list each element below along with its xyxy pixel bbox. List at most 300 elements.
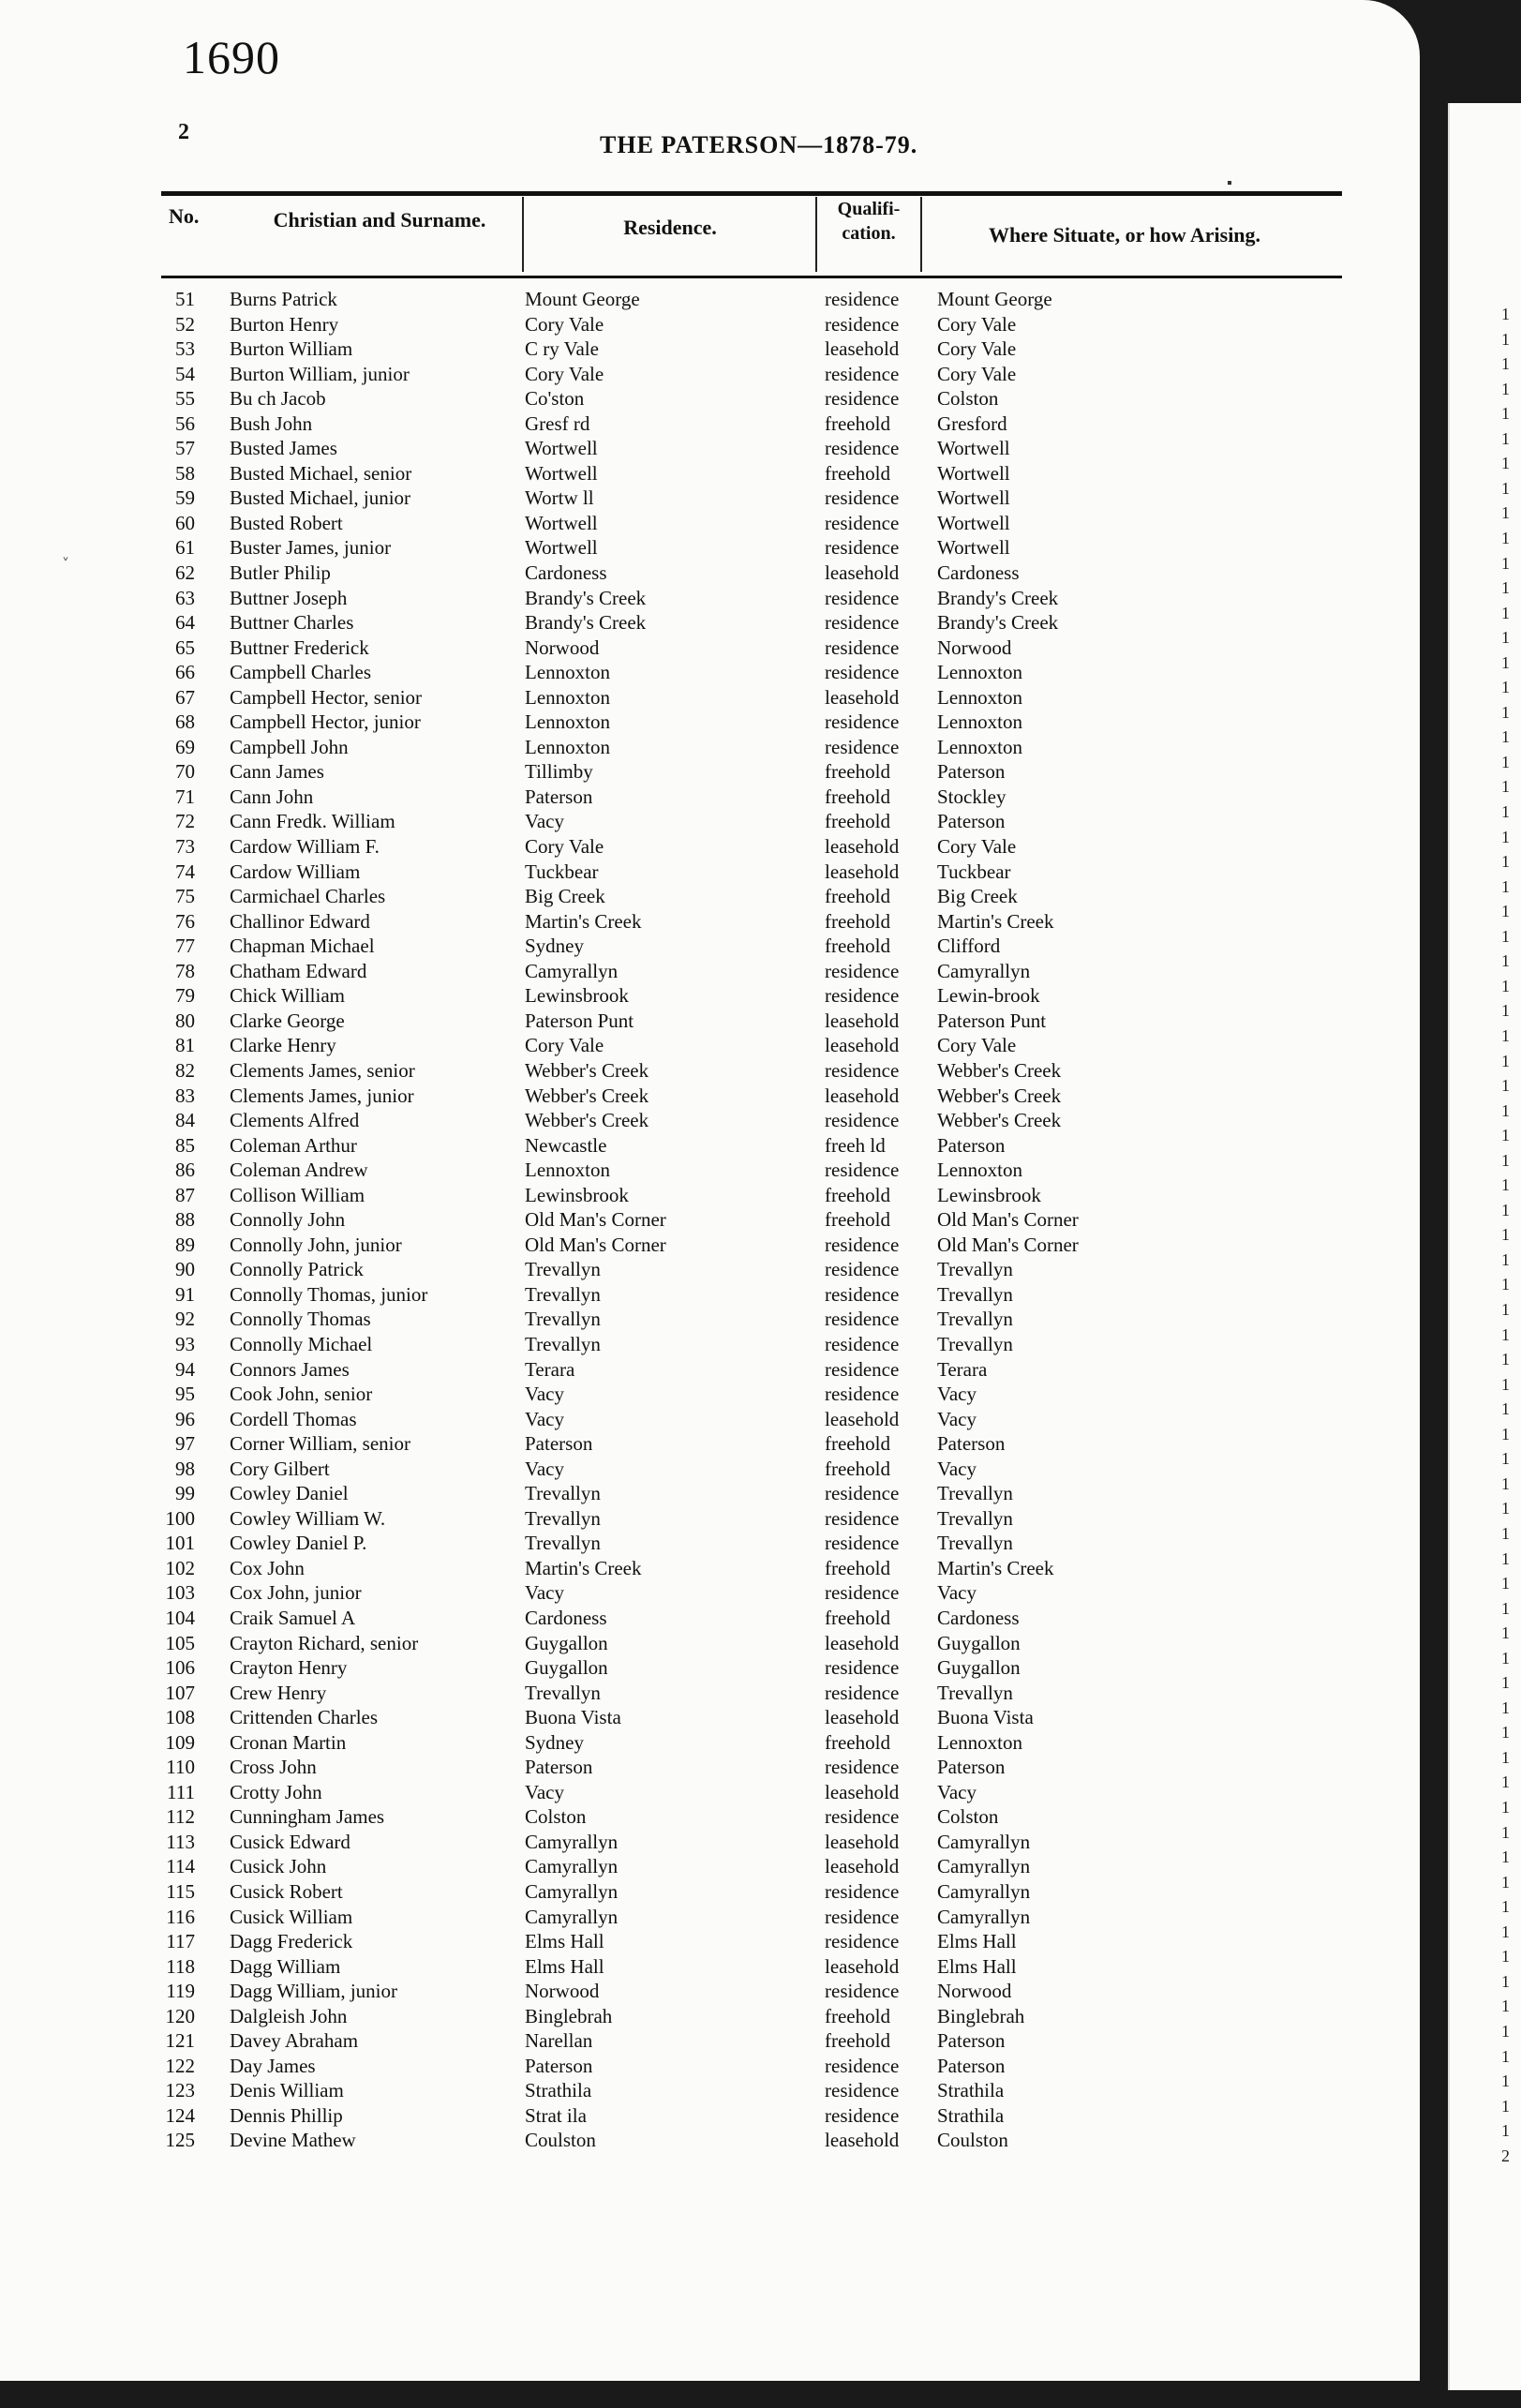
entry-qualification: residence (825, 661, 900, 684)
table-row (0, 2028, 1420, 2054)
edge-digit: 1 (1501, 404, 1510, 424)
table-row (0, 1257, 1420, 1282)
entry-name: Denis William (230, 2079, 344, 2102)
edge-digit: 1 (1501, 1623, 1510, 1643)
table-row (0, 1282, 1420, 1308)
entry-number: 108 (165, 1706, 195, 1729)
entry-name: Bush John (230, 411, 313, 435)
entry-name: Buttner Charles (230, 611, 354, 635)
entry-residence: Paterson (525, 1756, 593, 1779)
edge-digit: 1 (1501, 1574, 1510, 1593)
entry-number: 66 (175, 661, 195, 684)
entry-where-situate: Coulston (937, 2129, 1008, 2152)
entry-number: 60 (175, 511, 195, 534)
entry-where-situate: Brandy's Creek (937, 586, 1059, 609)
entry-where-situate: Strathila (937, 2079, 1005, 2102)
entry-name: Cardow William F. (230, 835, 380, 859)
table-row (0, 2054, 1420, 2079)
entry-name: Campbell Hector, junior (230, 710, 421, 734)
entry-residence: Cory Vale (525, 312, 604, 336)
folio-number: 1690 (183, 31, 280, 83)
entry-number: 78 (175, 959, 195, 982)
table-row (0, 636, 1420, 661)
entry-number: 101 (165, 1532, 195, 1555)
entry-name: Cardow William (230, 860, 361, 883)
entry-name: Cronan Martin (230, 1730, 347, 1754)
entry-number: 107 (165, 1681, 195, 1704)
entry-residence: Webber's Creek (525, 1084, 649, 1107)
entry-qualification: leasehold (825, 685, 900, 709)
entry-residence: Elms Hall (525, 1930, 604, 1953)
entry-name: Day James (230, 2054, 316, 2077)
entry-where-situate: Lewin-brook (937, 984, 1040, 1008)
entry-where-situate: Paterson (937, 2029, 1006, 2053)
entry-number: 55 (175, 387, 195, 411)
entry-residence: Paterson (525, 785, 593, 808)
entry-name: Dagg William (230, 1954, 341, 1978)
entry-where-situate: Cardoness (937, 1606, 1020, 1629)
edge-digit: 1 (1501, 354, 1510, 374)
entry-name: Cory Gilbert (230, 1457, 330, 1480)
entry-where-situate: Trevallyn (937, 1308, 1013, 1331)
entry-number: 89 (175, 1233, 195, 1256)
edge-digit: 1 (1501, 1548, 1510, 1568)
edge-digit: 1 (1501, 1523, 1510, 1543)
entry-where-situate: Trevallyn (937, 1681, 1013, 1704)
entry-qualification: residence (825, 2079, 900, 2102)
entry-where-situate: Guygallon (937, 1656, 1021, 1680)
entry-qualification: residence (825, 1109, 900, 1132)
edge-digit: 1 (1501, 752, 1510, 771)
entry-qualification: residence (825, 1159, 900, 1182)
entry-number: 102 (165, 1556, 195, 1579)
column-divider (920, 197, 922, 272)
table-row (0, 1058, 1420, 1084)
ink-speck (1228, 181, 1231, 185)
entry-residence: Camyrallyn (525, 1830, 619, 1853)
entry-name: Crotty John (230, 1780, 322, 1803)
entry-number: 54 (175, 362, 195, 385)
entry-number: 83 (175, 1084, 195, 1107)
entry-name: Cunningham James (230, 1805, 385, 1829)
header-where: Where Situate, or how Arising. (988, 223, 1261, 247)
entry-qualification: residence (825, 959, 900, 982)
table-row (0, 1033, 1420, 1058)
entry-name: Busted Michael, senior (230, 461, 412, 485)
entry-number: 79 (175, 984, 195, 1008)
entry-qualification: freehold (825, 2029, 890, 2053)
entry-where-situate: Camyrallyn (937, 959, 1031, 982)
entry-name: Challinor Edward (230, 909, 370, 933)
entry-where-situate: Wortwell (937, 536, 1010, 560)
entry-name: Clarke George (230, 1009, 345, 1032)
entry-residence: Wortwell (525, 437, 598, 460)
table-row (0, 386, 1420, 411)
table-row (0, 2103, 1420, 2129)
table-row (0, 1681, 1420, 1706)
table-row (0, 1631, 1420, 1656)
entry-name: Cook John, senior (230, 1383, 373, 1406)
entry-number: 74 (175, 860, 195, 883)
entry-residence: Binglebrah (525, 2004, 613, 2027)
entry-number: 104 (165, 1606, 195, 1629)
table-row (0, 511, 1420, 536)
entry-name: Davey Abraham (230, 2029, 359, 2053)
edge-digit: 1 (1501, 603, 1510, 622)
entry-number: 85 (175, 1133, 195, 1157)
adjacent-page-edge (1448, 103, 1521, 2390)
table-row (0, 909, 1420, 935)
edge-digit: 1 (1501, 1822, 1510, 1842)
table-row (0, 1929, 1420, 1954)
entry-qualification: residence (825, 387, 900, 411)
table-row (0, 1481, 1420, 1506)
table-row (0, 287, 1420, 312)
edge-digit: 1 (1501, 2046, 1510, 2066)
entry-where-situate: Guygallon (937, 1631, 1021, 1654)
entry-name: Connors James (230, 1357, 350, 1381)
entry-where-situate: Webber's Creek (937, 1058, 1062, 1082)
edge-digit: 1 (1501, 2021, 1510, 2041)
entry-number: 98 (175, 1457, 195, 1480)
entry-where-situate: Lennoxton (937, 1730, 1022, 1754)
table-row (0, 586, 1420, 611)
entry-name: Burton William (230, 337, 353, 361)
entry-name: Chatham Edward (230, 959, 367, 982)
entry-qualification: leasehold (825, 337, 900, 361)
entry-residence: Trevallyn (525, 1532, 601, 1555)
entry-qualification: freehold (825, 810, 890, 833)
entry-residence: Sydney (525, 1730, 584, 1754)
entry-residence: Guygallon (525, 1656, 608, 1680)
entry-name: Campbell Hector, senior (230, 685, 423, 709)
register-rows (0, 287, 1420, 2153)
entry-where-situate: Trevallyn (937, 1532, 1013, 1555)
entry-number: 56 (175, 411, 195, 435)
entry-qualification: residence (825, 735, 900, 758)
header-residence: Residence. (623, 216, 717, 239)
entry-where-situate: Cory Vale (937, 1034, 1017, 1057)
entry-residence: Camyrallyn (525, 1880, 619, 1903)
entry-where-situate: Vacy (937, 1780, 977, 1803)
entry-name: Crew Henry (230, 1681, 327, 1704)
entry-residence: Tuckbear (525, 860, 599, 883)
entry-where-situate: Camyrallyn (937, 1830, 1031, 1853)
entry-residence: Narellan (525, 2029, 593, 2053)
entry-number: 105 (165, 1631, 195, 1654)
entry-residence: Lennoxton (525, 735, 610, 758)
entry-residence: Wortwell (525, 461, 598, 485)
table-row (0, 1357, 1420, 1383)
entry-qualification: freehold (825, 1556, 890, 1579)
entry-qualification: leasehold (825, 1407, 900, 1430)
entry-number: 71 (175, 785, 195, 808)
edge-digit: 1 (1501, 876, 1510, 896)
edge-digit: 1 (1501, 802, 1510, 821)
entry-residence: Lennoxton (525, 685, 610, 709)
entry-qualification: residence (825, 1308, 900, 1331)
entry-number: 110 (166, 1756, 195, 1779)
table-row (0, 461, 1420, 486)
entry-qualification: freeh ld (825, 1133, 886, 1157)
entry-qualification: residence (825, 1681, 900, 1704)
entry-name: Butler Philip (230, 561, 331, 585)
entry-where-situate: Trevallyn (937, 1506, 1013, 1530)
entry-qualification: residence (825, 2054, 900, 2077)
entry-where-situate: Old Man's Corner (937, 1208, 1079, 1232)
table-row (0, 1780, 1420, 1805)
entry-where-situate: Cory Vale (937, 362, 1017, 385)
entry-name: Cox John, junior (230, 1581, 362, 1605)
entry-name: Burton William, junior (230, 362, 410, 385)
header-no: No. (169, 204, 200, 228)
table-row (0, 1854, 1420, 1879)
entry-residence: Martin's Creek (525, 1556, 642, 1579)
entry-qualification: residence (825, 1805, 900, 1829)
entry-number: 93 (175, 1332, 195, 1355)
entry-number: 57 (175, 437, 195, 460)
table-row (0, 1830, 1420, 1855)
entry-qualification: freehold (825, 461, 890, 485)
entry-where-situate: Martin's Creek (937, 909, 1054, 933)
table-row (0, 1506, 1420, 1532)
entry-where-situate: Wortwell (937, 461, 1010, 485)
edge-digit: 1 (1501, 1499, 1510, 1518)
table-row (0, 1580, 1420, 1606)
entry-residence: Old Man's Corner (525, 1233, 666, 1256)
entry-number: 61 (175, 536, 195, 560)
entry-where-situate: Wortwell (937, 511, 1010, 534)
entry-residence: Mount George (525, 288, 640, 310)
entry-name: Cowley Daniel P. (230, 1532, 367, 1555)
entry-number: 113 (166, 1830, 195, 1853)
entry-residence: Newcastle (525, 1133, 607, 1157)
table-row (0, 411, 1420, 437)
entry-residence: Trevallyn (525, 1332, 601, 1355)
entry-name: Cox John (230, 1556, 305, 1579)
page-number: 2 (178, 120, 189, 144)
entry-where-situate: Cory Vale (937, 835, 1017, 859)
edge-digit: 1 (1501, 379, 1510, 398)
entry-qualification: residence (825, 1880, 900, 1903)
table-row (0, 1183, 1420, 1208)
entry-residence: Paterson (525, 2054, 593, 2077)
entry-residence: Trevallyn (525, 1282, 601, 1306)
entry-qualification: residence (825, 1756, 900, 1779)
entry-name: Buttner Frederick (230, 636, 369, 659)
edge-digit: 1 (1501, 1399, 1510, 1419)
table-row (0, 436, 1420, 461)
entry-qualification: freehold (825, 909, 890, 933)
edge-digit: 1 (1501, 1673, 1510, 1693)
table-row (0, 1655, 1420, 1681)
edge-digit: 1 (1501, 428, 1510, 448)
entry-residence: Guygallon (525, 1631, 608, 1654)
table-row (0, 1804, 1420, 1830)
entry-residence: Martin's Creek (525, 909, 642, 933)
entry-number: 68 (175, 710, 195, 734)
entry-where-situate: Gresford (937, 411, 1007, 435)
entry-qualification: residence (825, 288, 900, 310)
entry-qualification: residence (825, 1506, 900, 1530)
entry-number: 65 (175, 636, 195, 659)
entry-residence: Lewinsbrook (525, 984, 629, 1008)
entry-number: 84 (175, 1109, 195, 1132)
entry-name: Crayton Henry (230, 1656, 348, 1680)
entry-number: 76 (175, 909, 195, 933)
entry-name: Clements James, senior (230, 1058, 415, 1082)
entry-where-situate: Vacy (937, 1407, 977, 1430)
entry-where-situate: Cory Vale (937, 337, 1017, 361)
edge-digit: 1 (1501, 1897, 1510, 1917)
table-row (0, 1457, 1420, 1482)
table-row (0, 1954, 1420, 1980)
entry-where-situate: Cardoness (937, 561, 1020, 585)
entry-qualification: residence (825, 1233, 900, 1256)
entry-where-situate: Colston (937, 387, 999, 411)
entry-residence: Co'ston (525, 387, 585, 411)
edge-digit: 1 (1501, 1051, 1510, 1070)
entry-residence: Vacy (525, 1383, 564, 1406)
entry-number: 75 (175, 885, 195, 908)
table-row (0, 561, 1420, 586)
table-row (0, 1879, 1420, 1905)
entry-residence: Norwood (525, 636, 600, 659)
entry-where-situate: Camyrallyn (937, 1905, 1031, 1928)
entry-number: 91 (175, 1282, 195, 1306)
table-row (0, 685, 1420, 710)
table-row (0, 2128, 1420, 2153)
edge-digit: 1 (1501, 454, 1510, 473)
edge-digit: 1 (1501, 702, 1510, 722)
entry-where-situate: Lennoxton (937, 735, 1022, 758)
entry-qualification: freehold (825, 1457, 890, 1480)
entry-name: Cowley Daniel (230, 1482, 349, 1505)
entry-name: Cusick Robert (230, 1880, 343, 1903)
edge-digit: 1 (1501, 1723, 1510, 1742)
entry-residence: Wortw ll (525, 486, 594, 510)
entry-qualification: leasehold (825, 1954, 900, 1978)
entry-number: 59 (175, 486, 195, 510)
entry-name: Busted Michael, junior (230, 486, 411, 510)
edge-digit: 1 (1501, 1175, 1510, 1195)
entry-where-situate: Trevallyn (937, 1482, 1013, 1505)
entry-number: 114 (166, 1855, 195, 1878)
entry-where-situate: Norwood (937, 1980, 1012, 2003)
edge-digit: 1 (1501, 678, 1510, 697)
entry-name: Connolly John (230, 1208, 346, 1232)
entry-name: Clements James, junior (230, 1084, 414, 1107)
entry-number: 118 (166, 1954, 195, 1978)
edge-digit: 1 (1501, 628, 1510, 648)
entry-qualification: residence (825, 1656, 900, 1680)
entry-qualification: leasehold (825, 1706, 900, 1729)
entry-name: Cann James (230, 760, 324, 784)
edge-digit: 1 (1501, 1872, 1510, 1892)
table-row (0, 1133, 1420, 1159)
entry-where-situate: Vacy (937, 1581, 977, 1605)
entry-name: Cowley William W. (230, 1506, 386, 1530)
entry-where-situate: Webber's Creek (937, 1109, 1062, 1132)
edge-digit: 1 (1501, 1025, 1510, 1045)
table-row (0, 535, 1420, 561)
entry-where-situate: Elms Hall (937, 1930, 1017, 1953)
entry-qualification: residence (825, 1482, 900, 1505)
entry-residence: Lennoxton (525, 661, 610, 684)
table-row (0, 1905, 1420, 1930)
entry-qualification: freehold (825, 1432, 890, 1456)
table-row (0, 759, 1420, 785)
edge-digit: 1 (1501, 777, 1510, 797)
edge-digit: 1 (1501, 1698, 1510, 1717)
entry-residence: Norwood (525, 1980, 600, 2003)
entry-qualification: leasehold (825, 2129, 900, 2152)
entry-number: 97 (175, 1432, 195, 1456)
entry-residence: Wortwell (525, 511, 598, 534)
entry-number: 92 (175, 1308, 195, 1331)
entry-qualification: leasehold (825, 1084, 900, 1107)
edge-digit: 1 (1501, 1126, 1510, 1145)
edge-digit: 1 (1501, 1150, 1510, 1170)
entry-number: 70 (175, 760, 195, 784)
entry-residence: Cory Vale (525, 835, 604, 859)
entry-where-situate: Elms Hall (937, 1954, 1017, 1978)
entry-where-situate: Cory Vale (937, 312, 1017, 336)
entry-qualification: freehold (825, 2004, 890, 2027)
edge-digit: 1 (1501, 1424, 1510, 1443)
entry-where-situate: Mount George (937, 288, 1052, 310)
table-row (0, 1382, 1420, 1407)
entry-number: 99 (175, 1482, 195, 1505)
entry-name: Chapman Michael (230, 935, 375, 958)
edge-digit: 1 (1501, 727, 1510, 747)
entry-qualification: leasehold (825, 1034, 900, 1057)
edge-digit: 1 (1501, 1275, 1510, 1294)
entry-residence: Vacy (525, 1780, 564, 1803)
entry-where-situate: Paterson (937, 2054, 1006, 2077)
edge-digit: 1 (1501, 1847, 1510, 1867)
table-row (0, 1307, 1420, 1332)
entry-name: Crayton Richard, senior (230, 1631, 419, 1654)
entry-residence: Strathila (525, 2079, 592, 2102)
edge-digit: 2 (1501, 2146, 1510, 2165)
table-row (0, 2004, 1420, 2029)
edge-digit: 1 (1501, 1350, 1510, 1369)
edge-digit: 1 (1501, 1225, 1510, 1245)
entry-name: Connolly Thomas, junior (230, 1282, 428, 1306)
edge-digit: 1 (1501, 1747, 1510, 1767)
entry-number: 80 (175, 1009, 195, 1032)
entry-number: 62 (175, 561, 195, 585)
entry-name: Collison William (230, 1183, 365, 1206)
table-row (0, 1705, 1420, 1730)
edge-digit: 1 (1501, 1076, 1510, 1096)
entry-residence: Vacy (525, 1457, 564, 1480)
table-row (0, 1009, 1420, 1034)
entry-residence: C ry Vale (525, 337, 599, 361)
edge-digit: 1 (1501, 951, 1510, 971)
entry-name: Bu ch Jacob (230, 387, 326, 411)
entry-residence: Vacy (525, 1407, 564, 1430)
edge-digit: 1 (1501, 2071, 1510, 2091)
entry-name: Connolly Michael (230, 1332, 373, 1355)
edge-digit: 1 (1501, 827, 1510, 846)
table-row (0, 809, 1420, 834)
entry-residence: Wortwell (525, 536, 598, 560)
entry-number: 63 (175, 586, 195, 609)
entry-qualification: residence (825, 1581, 900, 1605)
entry-residence: Cardoness (525, 561, 607, 585)
